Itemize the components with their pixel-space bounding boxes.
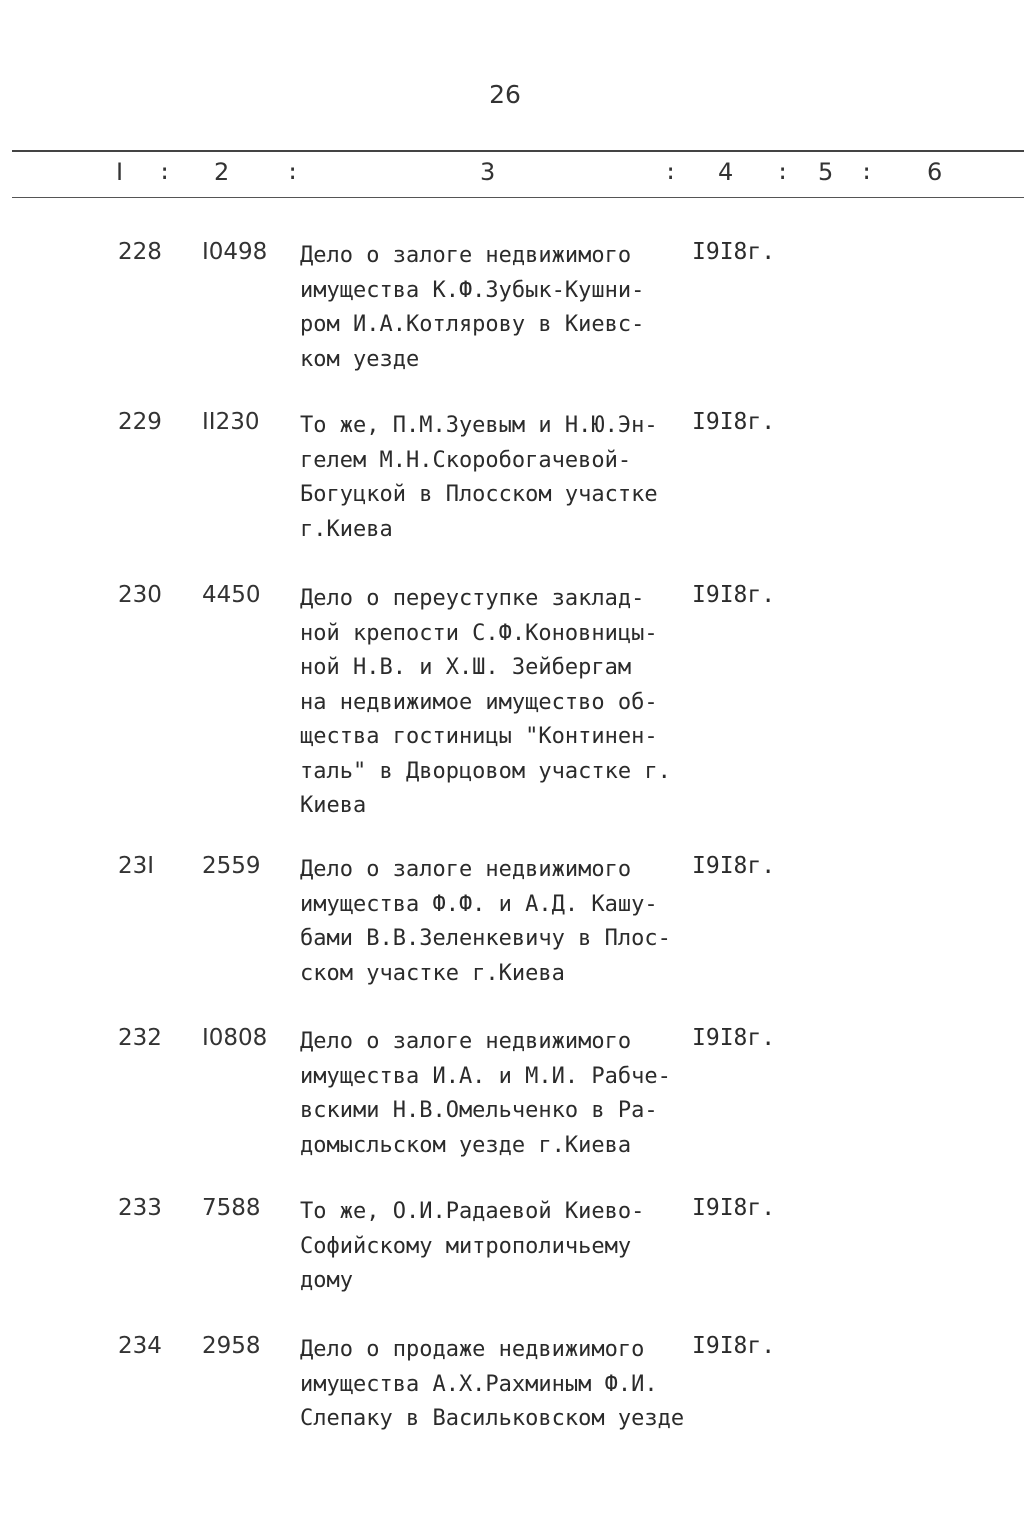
entry-description: Дело о залоге недвижимого имущества И.А. и М.И. Рабче- вскими Н.В.Омельченко в Ра- домысльском уезде г.Киева <box>300 1029 671 1158</box>
entry-description: Дело о залоге недвижимого имущества К.Ф.Зубык-Кушни- ром И.А.Котлярову в Киевс- ком уезде <box>300 243 645 372</box>
entry-number: 234 <box>118 1333 162 1359</box>
entry-code: I0808 <box>202 1025 268 1051</box>
column-5-label: 5 <box>818 158 834 186</box>
entry-number: 230 <box>118 582 162 608</box>
entry-description: То же, О.И.Радаевой Киево- Софийскому митрополичьему дому <box>300 1199 645 1293</box>
entry-year: I9I8г. <box>692 1025 776 1051</box>
column-3-label: 3 <box>480 158 496 186</box>
entry-code: 2958 <box>202 1333 261 1359</box>
entry-code: 4450 <box>202 582 261 608</box>
entry-code: 2559 <box>202 853 261 879</box>
entry-year: I9I8г. <box>692 409 776 435</box>
entry-description: Дело о переуступке заклад- ной крепости С.Ф.Коновницы- ной Н.В. и Х.Ш. Зейбергам на недвижимое имущество об- щества гостиницы "Континен- таль" в Дворцовом участке г. Киева <box>300 586 671 818</box>
entry-number: 229 <box>118 409 162 435</box>
column-separator: : <box>158 160 172 185</box>
column-separator: : <box>664 160 678 185</box>
column-separator: : <box>286 160 300 185</box>
entry-code: II230 <box>202 409 260 435</box>
header-rule-bottom <box>12 197 1024 198</box>
entry-number: 23I <box>118 853 155 879</box>
header-rule-top <box>12 150 1024 152</box>
page-number: 26 <box>489 80 521 109</box>
entry-year: I9I8г. <box>692 239 776 265</box>
entry-year: I9I8г. <box>692 1333 776 1359</box>
entry-year: I9I8г. <box>692 1195 776 1221</box>
entry-description: То же, П.М.Зуевым и Н.Ю.Эн- гелем М.Н.Скоробогачевой- Богуцкой в Плосском участке г.Киева <box>300 413 658 542</box>
entry-year: I9I8г. <box>692 582 776 608</box>
entry-year: I9I8г. <box>692 853 776 879</box>
column-1-label: I <box>116 158 124 186</box>
entry-number: 228 <box>118 239 162 265</box>
column-separator: : <box>776 160 790 185</box>
entry-description: Дело о залоге недвижимого имущества Ф.Ф. и А.Д. Кашу- бами В.В.Зеленкевичу в Плос- ском участке г.Киева <box>300 857 671 986</box>
column-separator: : <box>860 160 874 185</box>
entry-code: 7588 <box>202 1195 261 1221</box>
column-4-label: 4 <box>718 158 734 186</box>
entry-number: 233 <box>118 1195 162 1221</box>
column-2-label: 2 <box>214 158 230 186</box>
entry-description: Дело о продаже недвижимого имущества А.Х.Рахминым Ф.И. Слепаку в Васильковском уезде <box>300 1337 685 1431</box>
entry-number: 232 <box>118 1025 162 1051</box>
column-6-label: 6 <box>927 158 943 186</box>
entry-code: I0498 <box>202 239 268 265</box>
